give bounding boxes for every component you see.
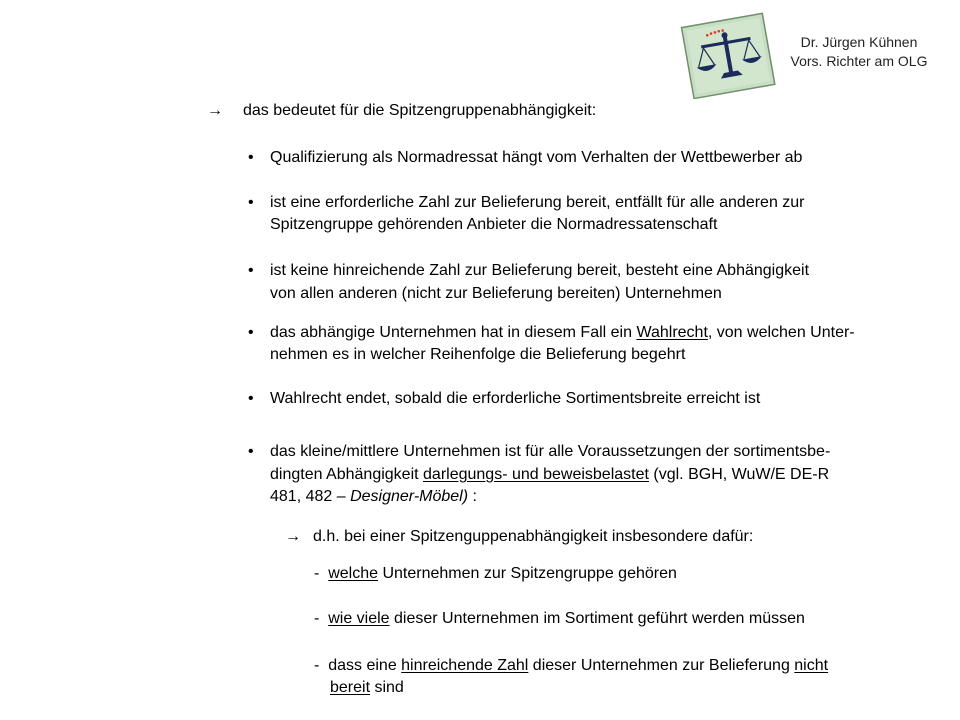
sub-heading-arrow: →	[285, 528, 301, 545]
bullet-marker: •	[248, 262, 254, 279]
bullet-6-line-2: dingten Abhängigkeit darlegungs- und beweisbelastet (vgl. BGH, WuW/E DE-R	[270, 466, 830, 483]
bullet-1-text: Qualifizierung als Normadressat hängt vom Verhalten der Wettbewerber ab	[270, 149, 803, 166]
bullet-4-line-1: das abhängige Unternehmen hat in diesem Fall ein Wahlrecht, von welchen Unter-	[270, 324, 855, 341]
underlined-term: bereit	[330, 679, 371, 696]
heading-arrow: →	[207, 102, 223, 119]
case-name: Designer-Möbel)	[350, 488, 469, 505]
dash-item-2: - wie viele dieser Unternehmen im Sortiment geführt werden müssen	[314, 610, 805, 627]
bullet-marker: •	[248, 149, 254, 166]
underlined-term: welche	[328, 565, 379, 582]
bullet-4-line-2: nehmen es in welcher Reihenfolge die Belieferung begehrt	[270, 346, 686, 363]
bullet-6-line-3: 481, 482 – Designer-Möbel) :	[270, 488, 477, 505]
underlined-term: hinreichende Zahl	[401, 657, 529, 674]
bullet-marker: •	[248, 194, 254, 211]
bullet-6-line-1: das kleine/mittlere Unternehmen ist für alle Voraussetzungen der sortimentsbe-	[270, 443, 831, 460]
scales-of-justice-icon	[677, 12, 779, 99]
heading: das bedeutet für die Spitzengruppenabhängigkeit:	[243, 102, 597, 119]
sub-heading: d.h. bei einer Spitzenguppenabhängigkeit insbesondere dafür:	[313, 528, 754, 545]
bullet-marker: •	[248, 324, 254, 341]
dash-item-3: - dass eine hinreichende Zahl dieser Unternehmen zur Belieferung nicht	[314, 657, 829, 674]
bullet-2-line-2: Spitzengruppe gehörenden Anbieter die Normadressatenschaft	[270, 216, 718, 233]
bullet-2-line-1: ist eine erforderliche Zahl zur Belieferung bereit, entfällt für alle anderen zur	[270, 194, 805, 211]
dash-item-1: - welche Unternehmen zur Spitzengruppe gehören	[314, 565, 677, 582]
bullet-marker: •	[248, 390, 254, 407]
author-title: Vors. Richter am OLG	[790, 53, 928, 69]
bullet-3-line-2: von allen anderen (nicht zur Belieferung bereiten) Unternehmen	[270, 285, 722, 302]
underlined-term: Wahlrecht	[636, 324, 708, 341]
author-name: Dr. Jürgen Kühnen	[800, 34, 918, 50]
bullet-5-text: Wahlrecht endet, sobald die erforderliche Sortimentsbreite erreicht ist	[270, 390, 761, 407]
underlined-term: wie viele	[328, 610, 390, 627]
underlined-term: darlegungs- und beweisbelastet	[423, 466, 649, 483]
bullet-marker: •	[248, 443, 254, 460]
dash-item-3-line-2: bereit sind	[330, 679, 404, 696]
bullet-3-line-1: ist keine hinreichende Zahl zur Belieferung bereit, besteht eine Abhängigkeit	[270, 262, 810, 279]
author-block	[770, 33, 948, 71]
underlined-term: nicht	[794, 657, 829, 674]
